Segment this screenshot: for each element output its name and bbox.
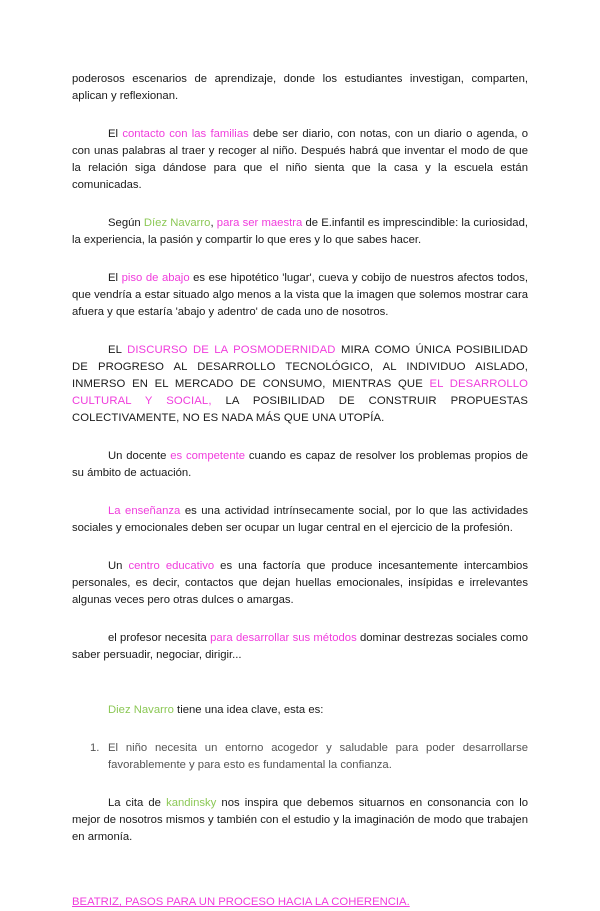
text-run: El	[108, 128, 123, 140]
text-run: La cita de	[108, 797, 167, 809]
text-run: Según	[108, 217, 144, 229]
paragraph-centro-educativo	[72, 558, 528, 609]
link-desarrollo-cultural[interactable]: EL DESARROLLO CULTURAL Y SOCIAL,	[72, 378, 529, 407]
text-run: El	[108, 272, 122, 284]
paragraph-families	[72, 126, 528, 194]
link-discurso-posmodernidad[interactable]: DISCURSO DE LA POSMODERNIDAD	[127, 344, 336, 356]
text-run: debe ser diario, con notas, con un diario o agenda, o con unas palabras al traer y recoger al niño. Después habrá que inventar el modo de que la relación siga dándose para que el niño sienta que la casa y la escuela están comunicadas.	[72, 128, 528, 191]
paragraph-text: poderosos escenarios de aprendizaje, donde los estudiantes investigan, comparten, aplican y reflexionan.	[72, 73, 528, 102]
footer-link-paragraph	[72, 894, 528, 911]
paragraph-posmodernidad	[72, 342, 528, 427]
text-run: tiene una idea clave, esta es:	[173, 704, 324, 716]
author-name[interactable]: Diez Navarro	[108, 704, 174, 716]
paragraph-idea-clave	[72, 702, 528, 719]
paragraph-profesor	[72, 630, 528, 664]
paragraph-competente	[72, 448, 528, 482]
text-run: LA POSIBILIDAD DE CONSTRUIR PROPUESTAS COLECTIVAMENTE, NO ES NADA MÁS QUE UNA UTOPÍA.	[72, 395, 529, 424]
paragraph-kandinsky	[72, 795, 528, 846]
paragraph-ensenanza	[72, 503, 528, 537]
text-run: es una factoría que produce incesantemente intercambios personales, es decir, contactos que dejan huellas emocionales, insípidas e irrelevantes algunas veces pero otras dulces o amargas.	[72, 560, 528, 606]
link-beatriz-pasos[interactable]: BEATRIZ, PASOS PARA UN PROCESO HACIA LA COHERENCIA.	[72, 896, 410, 908]
link-piso-abajo[interactable]: piso de abajo	[121, 272, 190, 284]
text-run: nos inspira que debemos situarnos en consonancia con lo mejor de nosotros mismos y también con el estudio y la imaginación de modo que trabajen en armonía.	[72, 797, 528, 843]
text-run: cuando es capaz de resolver los problemas propios de su ámbito de actuación.	[72, 450, 529, 479]
paragraph-piso-abajo	[72, 270, 528, 321]
link-ser-maestra[interactable]: para ser maestra	[216, 217, 303, 229]
text-run: Un docente	[108, 450, 171, 462]
link-centro-educativo[interactable]: centro educativo	[128, 560, 215, 572]
list-number: 1.	[90, 742, 100, 754]
text-run: dominar destrezas sociales como saber persuadir, negociar, dirigir...	[72, 632, 528, 661]
text-run: MIRA COMO ÚNICA POSIBILIDAD DE PROGRESO AL DESARROLLO TECNOLÓGICO, AL INDIVIDUO AISLADO, INMERSO EN EL MERCADO DE CONSUMO, MIENTRAS QUE	[72, 344, 528, 390]
list-item	[72, 740, 528, 774]
text-run: el profesor necesita	[108, 632, 211, 644]
author-name[interactable]: Díez Navarro	[143, 217, 211, 229]
link-desarrollar-metodos[interactable]: para desarrollar sus métodos	[210, 632, 357, 644]
link-contacto-familias[interactable]: contacto con las familias	[122, 128, 249, 140]
link-kandinsky[interactable]: kandinsky	[166, 797, 217, 809]
paragraph-intro	[72, 71, 528, 105]
text-run: ,	[210, 217, 217, 229]
link-la-ensenanza[interactable]: La enseñanza	[108, 505, 181, 517]
text-run: Un	[108, 560, 129, 572]
paragraph-maestra	[72, 215, 528, 249]
text-run: EL	[108, 344, 128, 356]
list-item-text: El niño necesita un entorno acogedor y saludable para poder desarrollarse favorablemente y para esto es fundamental la confianza.	[108, 742, 528, 771]
text-run: es una actividad intrínsecamente social, por lo que las actividades sociales y emocionales deben ser ocupar un lugar central en el ejercicio de la profesión.	[72, 505, 528, 534]
text-run: de E.infantil es imprescindible: la curiosidad, la experiencia, la pasión y compartir lo que eres y lo que sabes hacer.	[72, 217, 529, 246]
text-run: es ese hipotético 'lugar', cueva y cobijo de nuestros afectos todos, que vendría a estar situado algo menos a la vista que la imagen que solemos mostrar cara afuera y que estaría 'abajo y adentro' de cada uno de nosotros.	[72, 272, 528, 318]
link-es-competente[interactable]: es competente	[170, 450, 246, 462]
document-page	[72, 71, 528, 911]
